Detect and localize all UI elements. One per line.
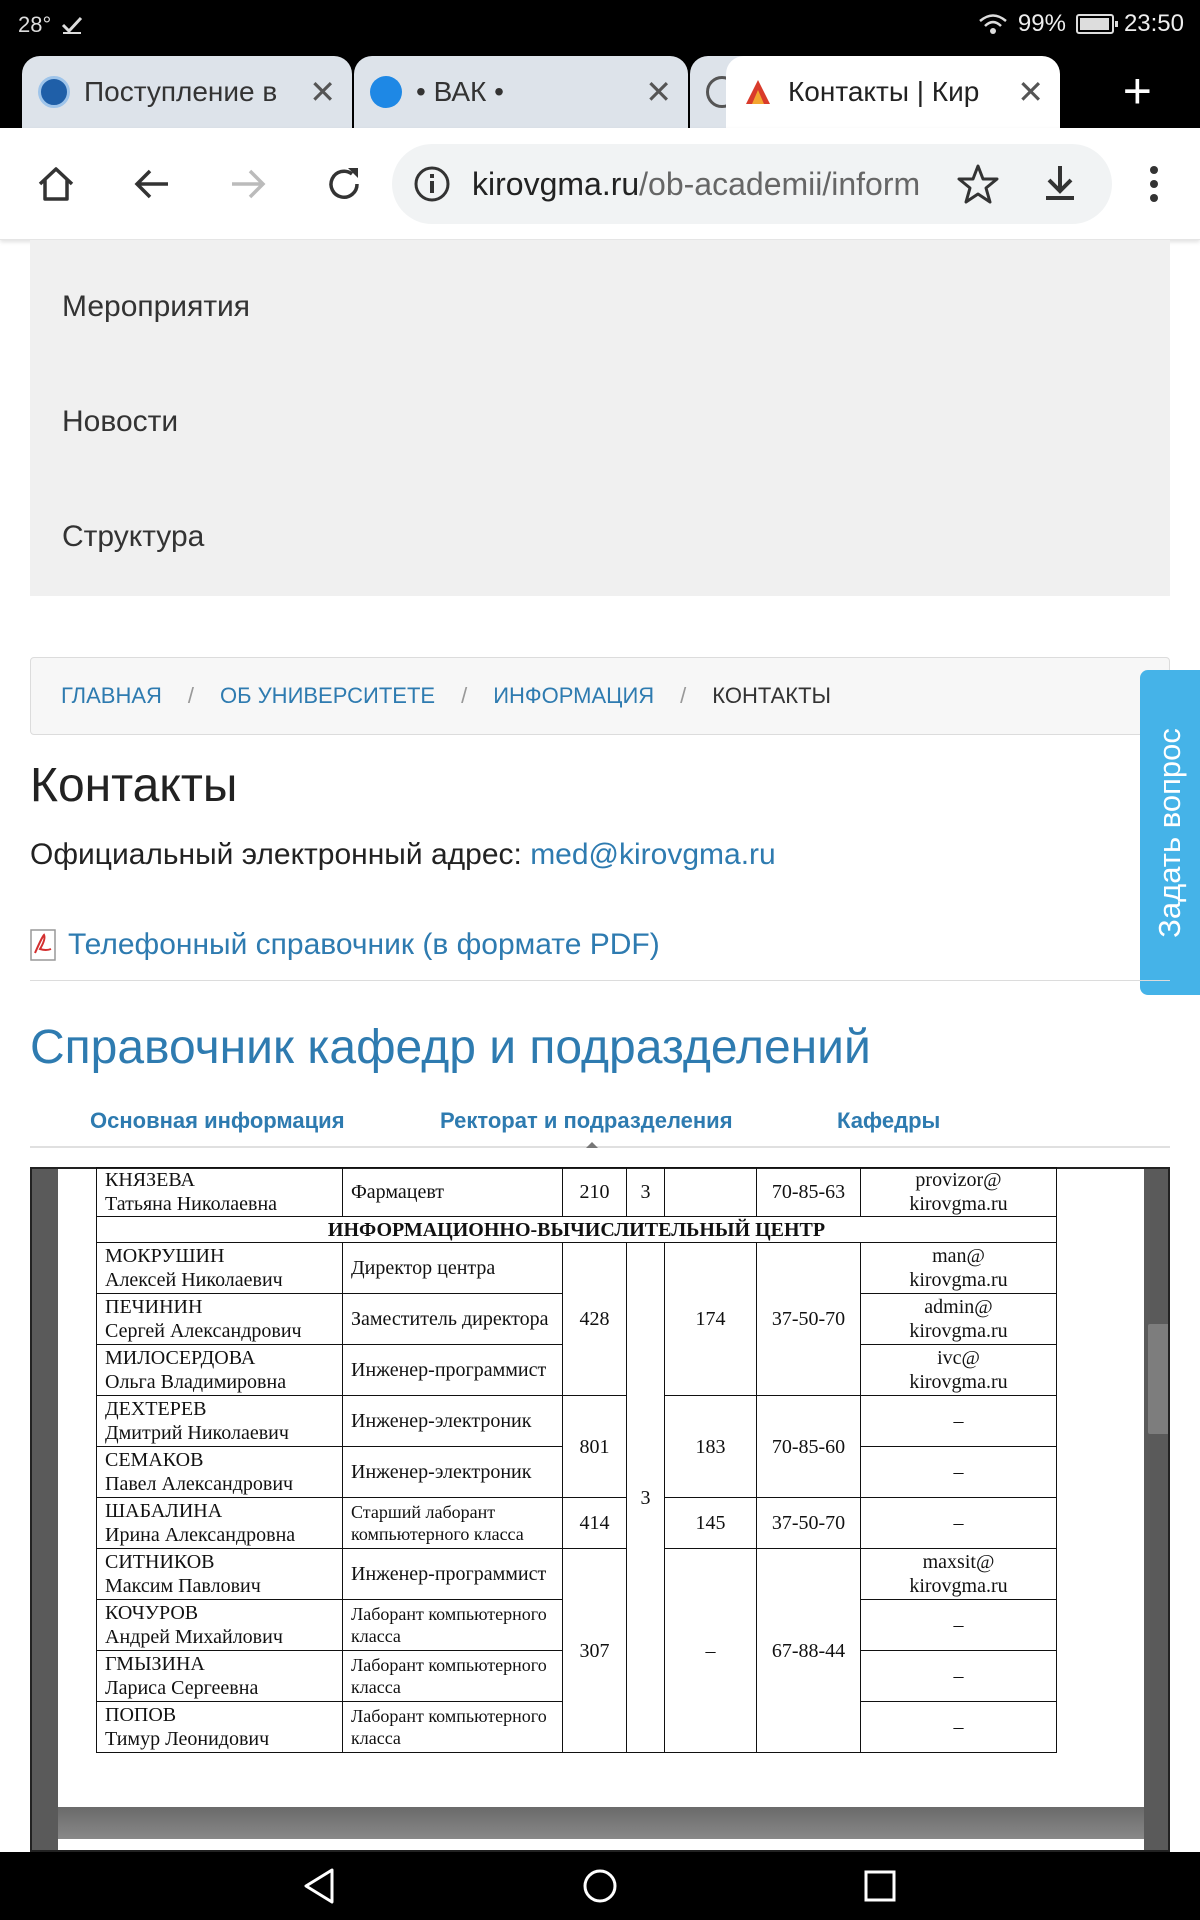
floor-number: 3 (627, 1168, 665, 1217)
menu-item-news[interactable]: Новости (62, 405, 179, 438)
pdf-file-icon (30, 929, 56, 961)
battery-icon (1076, 14, 1114, 34)
employee-name: КОЧУРОВ Андрей Михайлович (97, 1600, 343, 1651)
download-icon[interactable] (1038, 162, 1082, 206)
document-favicon-icon (370, 76, 402, 108)
employee-name: МИЛОСЕРДОВА Ольга Владимировна (97, 1345, 343, 1396)
phone: 37-50-70 (757, 1498, 861, 1549)
divider (30, 980, 1170, 981)
back-button[interactable] (124, 156, 180, 212)
employee-name: ПЕЧИНИН Сергей Александрович (97, 1294, 343, 1345)
table-row (97, 1549, 1057, 1600)
employee-position: Инженер-программист (343, 1549, 563, 1600)
arrow-left-icon (132, 164, 172, 204)
forward-button[interactable] (220, 156, 276, 212)
room-number: 428 (563, 1243, 627, 1396)
email: – (861, 1396, 1057, 1447)
section-header-row (97, 1217, 1057, 1243)
phonebook-table (96, 1167, 1057, 1753)
room-number: 414 (563, 1498, 627, 1549)
tab-contacts[interactable] (726, 56, 1060, 128)
battery-percent: 99% (1017, 10, 1066, 37)
email: – (861, 1600, 1057, 1651)
section-title: Справочник кафедр и подразделений (30, 1021, 871, 1074)
clock: 23:50 (1123, 10, 1184, 37)
floor-number: 3 (627, 1243, 665, 1753)
new-tab-button[interactable]: + (1122, 63, 1152, 119)
employee-position: Заместитель директора (343, 1294, 563, 1345)
close-tab-icon[interactable]: ✕ (645, 74, 672, 110)
site-menu (30, 240, 1170, 596)
room-number: 307 (563, 1549, 627, 1753)
reload-button[interactable] (316, 156, 372, 212)
ask-question-button[interactable] (1140, 670, 1200, 995)
kirovgma-favicon-icon (742, 76, 774, 108)
employee-name: ПОПОВ Тимур Леонидович (97, 1702, 343, 1753)
pdf-next-page (58, 1839, 1144, 1852)
nav-recents-icon[interactable] (858, 1864, 902, 1908)
extension: 183 (665, 1396, 757, 1498)
employee-position: Лаборант компьютерного класса (343, 1651, 563, 1702)
employee-name: СЕМАКОВ Павел Александрович (97, 1447, 343, 1498)
phonebook-pdf-link[interactable] (30, 928, 660, 962)
close-tab-icon[interactable]: ✕ (309, 74, 336, 110)
employee-position: Лаборант компьютерного класса (343, 1600, 563, 1651)
url-path: /ob-academii/inform (639, 166, 921, 202)
official-email-line (30, 838, 776, 872)
arrow-right-icon (228, 164, 268, 204)
check-download-icon (61, 15, 83, 35)
reload-icon (324, 164, 364, 204)
phone: 70-85-63 (757, 1168, 861, 1217)
site-favicon-icon (38, 76, 70, 108)
status-bar (0, 0, 1200, 56)
email: – (861, 1498, 1057, 1549)
tab-admission[interactable] (22, 56, 352, 128)
employee-name: ДЕХТЕРЕВ Дмитрий Николаевич (97, 1396, 343, 1447)
phone: 70-85-60 (757, 1396, 861, 1498)
info-icon[interactable] (412, 164, 452, 204)
section-header: ИНФОРМАЦИОННО-ВЫЧИСЛИТЕЛЬНЫЙ ЦЕНТР (97, 1217, 1057, 1243)
email: – (861, 1447, 1057, 1498)
more-vertical-icon (1148, 164, 1160, 204)
employee-name: ГМЫЗИНА Лариса Сергеевна (97, 1651, 343, 1702)
browser-toolbar (0, 128, 1200, 240)
email: provizor@ kirovgma.ru (861, 1168, 1057, 1217)
ask-question-label: Задать вопрос (1152, 727, 1187, 938)
close-tab-icon[interactable]: ✕ (1017, 74, 1044, 110)
breadcrumb-separator: / (461, 683, 468, 708)
home-icon (36, 164, 76, 204)
breadcrumb-home[interactable]: ГЛАВНАЯ (61, 683, 162, 708)
menu-item-events[interactable]: Мероприятия (62, 290, 251, 323)
url-domain: kirovgma.ru (472, 166, 640, 202)
email-label: Официальный электронный адрес: (30, 838, 531, 871)
employee-position: Старший лаборант компьютерного класса (343, 1498, 563, 1549)
nav-back-icon[interactable] (298, 1864, 342, 1908)
employee-name: СИТНИКОВ Максим Павлович (97, 1549, 343, 1600)
table-row (97, 1396, 1057, 1447)
email: – (861, 1702, 1057, 1753)
email: ivc@ kirovgma.ru (861, 1345, 1057, 1396)
employee-name: МОКРУШИН Алексей Николаевич (97, 1243, 343, 1294)
extension (665, 1168, 757, 1217)
tab-strip (0, 56, 1200, 128)
wifi-icon (978, 13, 1008, 35)
table-row (97, 1498, 1057, 1549)
email: maxsit@ kirovgma.ru (861, 1549, 1057, 1600)
employee-position: Директор центра (343, 1243, 563, 1294)
temperature: 28° (18, 12, 52, 37)
extension: 174 (665, 1243, 757, 1396)
page-title: Контакты (30, 759, 238, 812)
email: – (861, 1651, 1057, 1702)
address-bar[interactable] (392, 144, 1112, 224)
extension: – (665, 1549, 757, 1753)
tab-main-info[interactable]: Основная информация (90, 1108, 345, 1133)
breadcrumb-separator: / (680, 683, 687, 708)
tab-departments[interactable]: Кафедры (837, 1108, 941, 1133)
table-row (97, 1168, 1057, 1217)
tab-title: Поступление в (84, 76, 278, 107)
home-button[interactable] (28, 156, 84, 212)
employee-position: Лаборант компьютерного класса (343, 1702, 563, 1753)
menu-button[interactable] (1126, 156, 1182, 212)
email: admin@ kirovgma.ru (861, 1294, 1057, 1345)
employee-position: Инженер-электроник (343, 1447, 563, 1498)
star-bookmark-icon[interactable] (956, 162, 1000, 206)
breadcrumb-current: КОНТАКТЫ (712, 683, 831, 708)
employee-position: Инженер-электроник (343, 1396, 563, 1447)
phone: 37-50-70 (757, 1243, 861, 1396)
tab-vak[interactable] (354, 56, 688, 128)
email: man@ kirovgma.ru (861, 1243, 1057, 1294)
system-nav-bar (0, 1852, 1200, 1920)
tab-title: Контакты | Кир (788, 76, 980, 107)
employee-name: КНЯЗЕВА Татьяна Николаевна (97, 1168, 343, 1217)
room-number: 801 (563, 1396, 627, 1498)
directory-tabs (30, 1100, 1170, 1148)
pdf-scrollbar[interactable] (1148, 1324, 1170, 1434)
phone: 67-88-44 (757, 1549, 861, 1753)
email-link[interactable]: med@kirovgma.ru (530, 838, 776, 871)
url-text[interactable] (472, 166, 932, 203)
table-row (97, 1243, 1057, 1294)
breadcrumb-info[interactable]: ИНФОРМАЦИЯ (493, 683, 655, 708)
tab-title: • ВАК • (416, 76, 504, 107)
employee-position: Фармацевт (343, 1168, 563, 1217)
tab-rectorate[interactable]: Ректорат и подразделения (440, 1108, 733, 1133)
employee-position: Инженер-программист (343, 1345, 563, 1396)
breadcrumb-about[interactable]: ОБ УНИВЕРСИТЕТЕ (220, 683, 436, 708)
breadcrumb-separator: / (187, 683, 195, 708)
menu-item-structure[interactable]: Структура (62, 520, 205, 553)
active-tab-marker-icon (586, 1142, 598, 1148)
extension: 145 (665, 1498, 757, 1549)
nav-home-icon[interactable] (578, 1864, 622, 1908)
phonebook-pdf-label: Телефонный справочник (в формате PDF) (68, 928, 660, 961)
employee-name: ШАБАЛИНА Ирина Александровна (97, 1498, 343, 1549)
room-number: 210 (563, 1168, 627, 1217)
breadcrumb (30, 657, 1170, 735)
